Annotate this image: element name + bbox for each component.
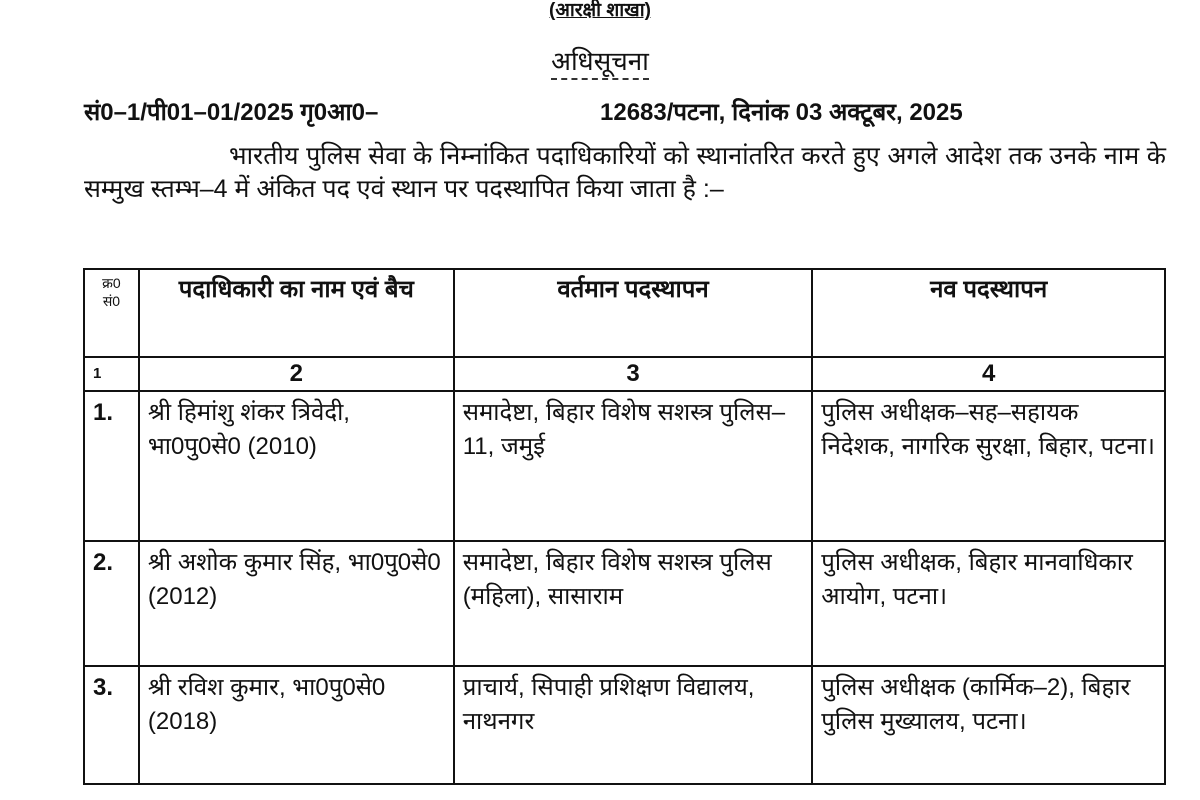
header-name: पदाधिकारी का नाम एवं बैच (139, 269, 454, 357)
table-row (84, 666, 1165, 784)
table-row (84, 391, 1165, 541)
transfer-table (83, 268, 1166, 785)
name-cell: श्री रविश कुमार, भा0पु0से0 (2018) (139, 666, 454, 784)
body-paragraph: भारतीय पुलिस सेवा के निम्नांकित पदाधिकारियों को स्थानांतरित करते हुए अगले आदेश तक उनके नाम के सम्मुख स्तम्भ–4 में अंकित पद एवं स्थान पर पदस्थापित किया जाता है :– (84, 142, 1166, 203)
reference-number: सं0–1/पी01–01/2025 गृ0आ0– (84, 99, 379, 126)
current-posting-cell: समादेष्टा, बिहार विशेष सशस्त्र पुलिस (महिला), सासाराम (454, 541, 813, 666)
header-new-posting: नव पदस्थापन (812, 269, 1165, 357)
notification-title-text: अधिसूचना (551, 46, 649, 80)
column-number: 1 (84, 357, 139, 391)
new-posting-cell: पुलिस अधीक्षक, बिहार मानवाधिकार आयोग, पटना। (812, 541, 1165, 666)
serial-cell: 2. (84, 541, 139, 666)
current-posting-cell: समादेष्टा, बिहार विशेष सशस्त्र पुलिस–11, जमुई (454, 391, 813, 541)
serial-cell: 3. (84, 666, 139, 784)
table-header-row (84, 269, 1165, 357)
new-posting-cell: पुलिस अधीक्षक (कार्मिक–2), बिहार पुलिस मुख्यालय, पटना। (812, 666, 1165, 784)
current-posting-cell: प्राचार्य, सिपाही प्रशिक्षण विद्यालय, नाथनगर (454, 666, 813, 784)
name-cell: श्री अशोक कुमार सिंह, भा0पु0से0 (2012) (139, 541, 454, 666)
reference-date: 12683/पटना, दिनांक 03 अक्टूबर, 2025 (600, 99, 963, 126)
notification-title (0, 44, 1200, 78)
column-number: 4 (812, 357, 1165, 391)
new-posting-cell: पुलिस अधीक्षक–सह–सहायक निदेशक, नागरिक सुरक्षा, बिहार, पटना। (812, 391, 1165, 541)
branch-heading: (आरक्षी शाखा) (549, 0, 651, 21)
column-number-row (84, 357, 1165, 391)
header-current-posting: वर्तमान पदस्थापन (454, 269, 813, 357)
column-number: 3 (454, 357, 813, 391)
serial-cell: 1. (84, 391, 139, 541)
name-cell: श्री हिमांशु शंकर त्रिवेदी, भा0पु0से0 (2010) (139, 391, 454, 541)
table-row (84, 541, 1165, 666)
column-number: 2 (139, 357, 454, 391)
header-serial: क्र0 सं0 (84, 269, 139, 357)
